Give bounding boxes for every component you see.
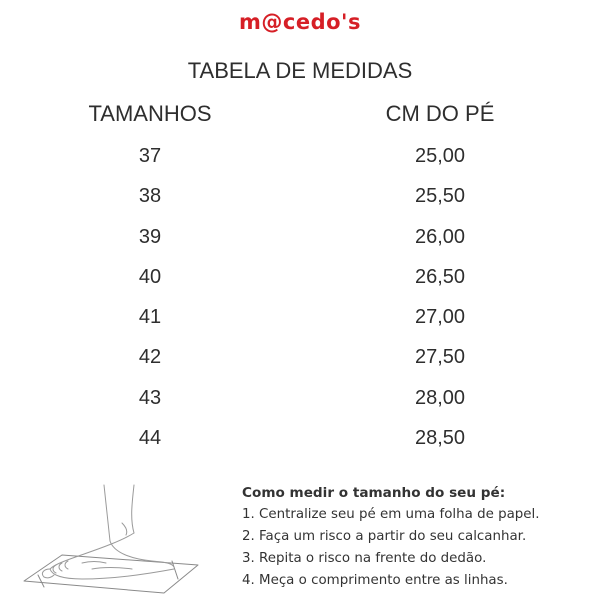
cm-cell: 25,50: [414, 185, 466, 208]
column-header-cm: CM DO PÉ: [385, 101, 495, 126]
size-cell: 38: [138, 185, 162, 208]
table-row: [0, 385, 600, 425]
table-row: [0, 344, 600, 384]
table-row: [0, 143, 600, 183]
brand-logo: [0, 10, 600, 34]
cm-cell: 27,50: [414, 346, 466, 369]
table-row: [0, 304, 600, 344]
instruction-step: 4. Meça o comprimento entre as linhas.: [242, 573, 508, 588]
table-row: [0, 183, 600, 223]
size-cell: 37: [138, 145, 162, 167]
brand-logo-part-m: m: [239, 10, 262, 34]
table-row: [0, 264, 600, 304]
cm-cell: 28,50: [414, 427, 466, 450]
size-cell: 40: [138, 265, 162, 288]
cm-cell: 25,00: [414, 145, 466, 167]
size-table: [0, 143, 600, 465]
instruction-step: 1. Centralize seu pé em uma folha de papel.: [242, 507, 540, 522]
column-header-size: TAMANHOS: [88, 101, 212, 126]
instruction-step: 2. Faça um risco a partir do seu calcanhar.: [242, 529, 527, 544]
size-cell: 41: [138, 306, 162, 329]
size-cell: 44: [138, 427, 162, 450]
cm-cell: 27,00: [414, 306, 466, 329]
cm-cell: 26,00: [414, 225, 466, 248]
size-cell: 39: [138, 225, 162, 248]
table-row: [0, 425, 600, 465]
brand-logo-part-at: @: [261, 10, 283, 34]
table-row: [0, 224, 600, 264]
size-cell: 42: [138, 346, 162, 369]
measuring-instructions: [242, 482, 592, 592]
cm-cell: 26,50: [414, 265, 466, 288]
instruction-step: 3. Repita o risco na frente do dedão.: [242, 551, 487, 566]
instructions-heading: Como medir o tamanho do seu pé:: [242, 485, 506, 501]
size-cell: 43: [138, 386, 162, 409]
foot-on-paper-illustration-icon: [22, 483, 202, 595]
brand-logo-part-rest: cedo's: [282, 10, 361, 34]
page-title: TABELA DE MEDIDAS: [187, 58, 413, 83]
cm-cell: 28,00: [414, 386, 466, 409]
